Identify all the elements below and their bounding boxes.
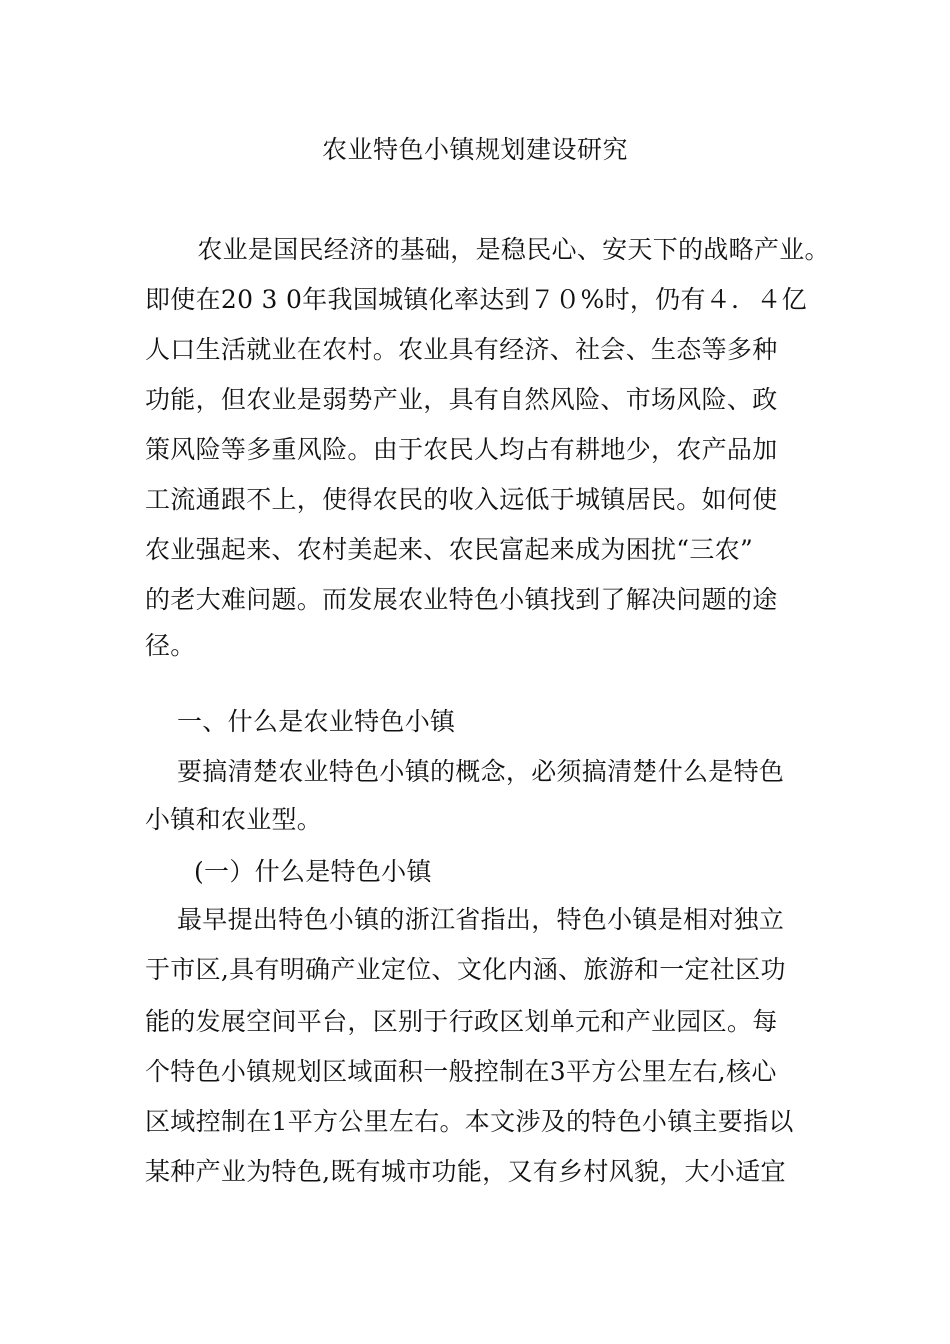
- subsection-paragraph-line: 某种产业为特色,既有城市功能，又有乡村风貌，大小适宜: [145, 1157, 786, 1186]
- subsection-paragraph-line: 于市区,具有明确产业定位、文化内涵、旅游和一定社区功: [145, 955, 786, 984]
- intro-line: 人口生活就业在农村。农业具有经济、社会、生态等多种: [145, 335, 778, 364]
- document-title: 农业特色小镇规划建设研究: [321, 135, 628, 164]
- subsection-paragraph-line: 最早提出特色小镇的浙江省指出，特色小镇是相对独立: [177, 905, 785, 934]
- subsection-paragraph-line: 个特色小镇规划区域面积一般控制在3平方公里左右,核心: [145, 1057, 777, 1086]
- subsection-paragraph-line: 能的发展空间平台，区别于行政区划单元和产业园区。每: [145, 1007, 778, 1036]
- intro-line: 功能，但农业是弱势产业，具有自然风险、市场风险、政: [145, 385, 778, 414]
- intro-line: 策风险等多重风险。由于农民人均占有耕地少，农产品加: [145, 435, 778, 464]
- section-paragraph-line: 要搞清楚农业特色小镇的概念，必须搞清楚什么是特色: [177, 757, 785, 786]
- intro-line: 农业强起来、农村美起来、农民富起来成为困扰“三农”: [145, 535, 754, 564]
- intro-line: 的老大难问题。而发展农业特色小镇找到了解决问题的途: [145, 585, 778, 614]
- intro-line: 即使在20 3 0年我国城镇化率达到７０%时，仍有４．４亿: [145, 285, 807, 314]
- subsection-heading: (一）什么是特色小镇: [194, 857, 432, 886]
- subsection-paragraph-line: 区域控制在1平方公里左右。本文涉及的特色小镇主要指以: [145, 1107, 794, 1136]
- section-heading: 一、什么是农业特色小镇: [177, 707, 456, 736]
- section-paragraph-line: 小镇和农业型。: [145, 805, 323, 834]
- intro-line: 径。: [145, 631, 196, 660]
- intro-line: 工流通跟不上，使得农民的收入远低于城镇居民。如何使: [145, 485, 778, 514]
- intro-line: 农业是国民经济的基础，是稳民心、安天下的战略产业。: [172, 235, 830, 264]
